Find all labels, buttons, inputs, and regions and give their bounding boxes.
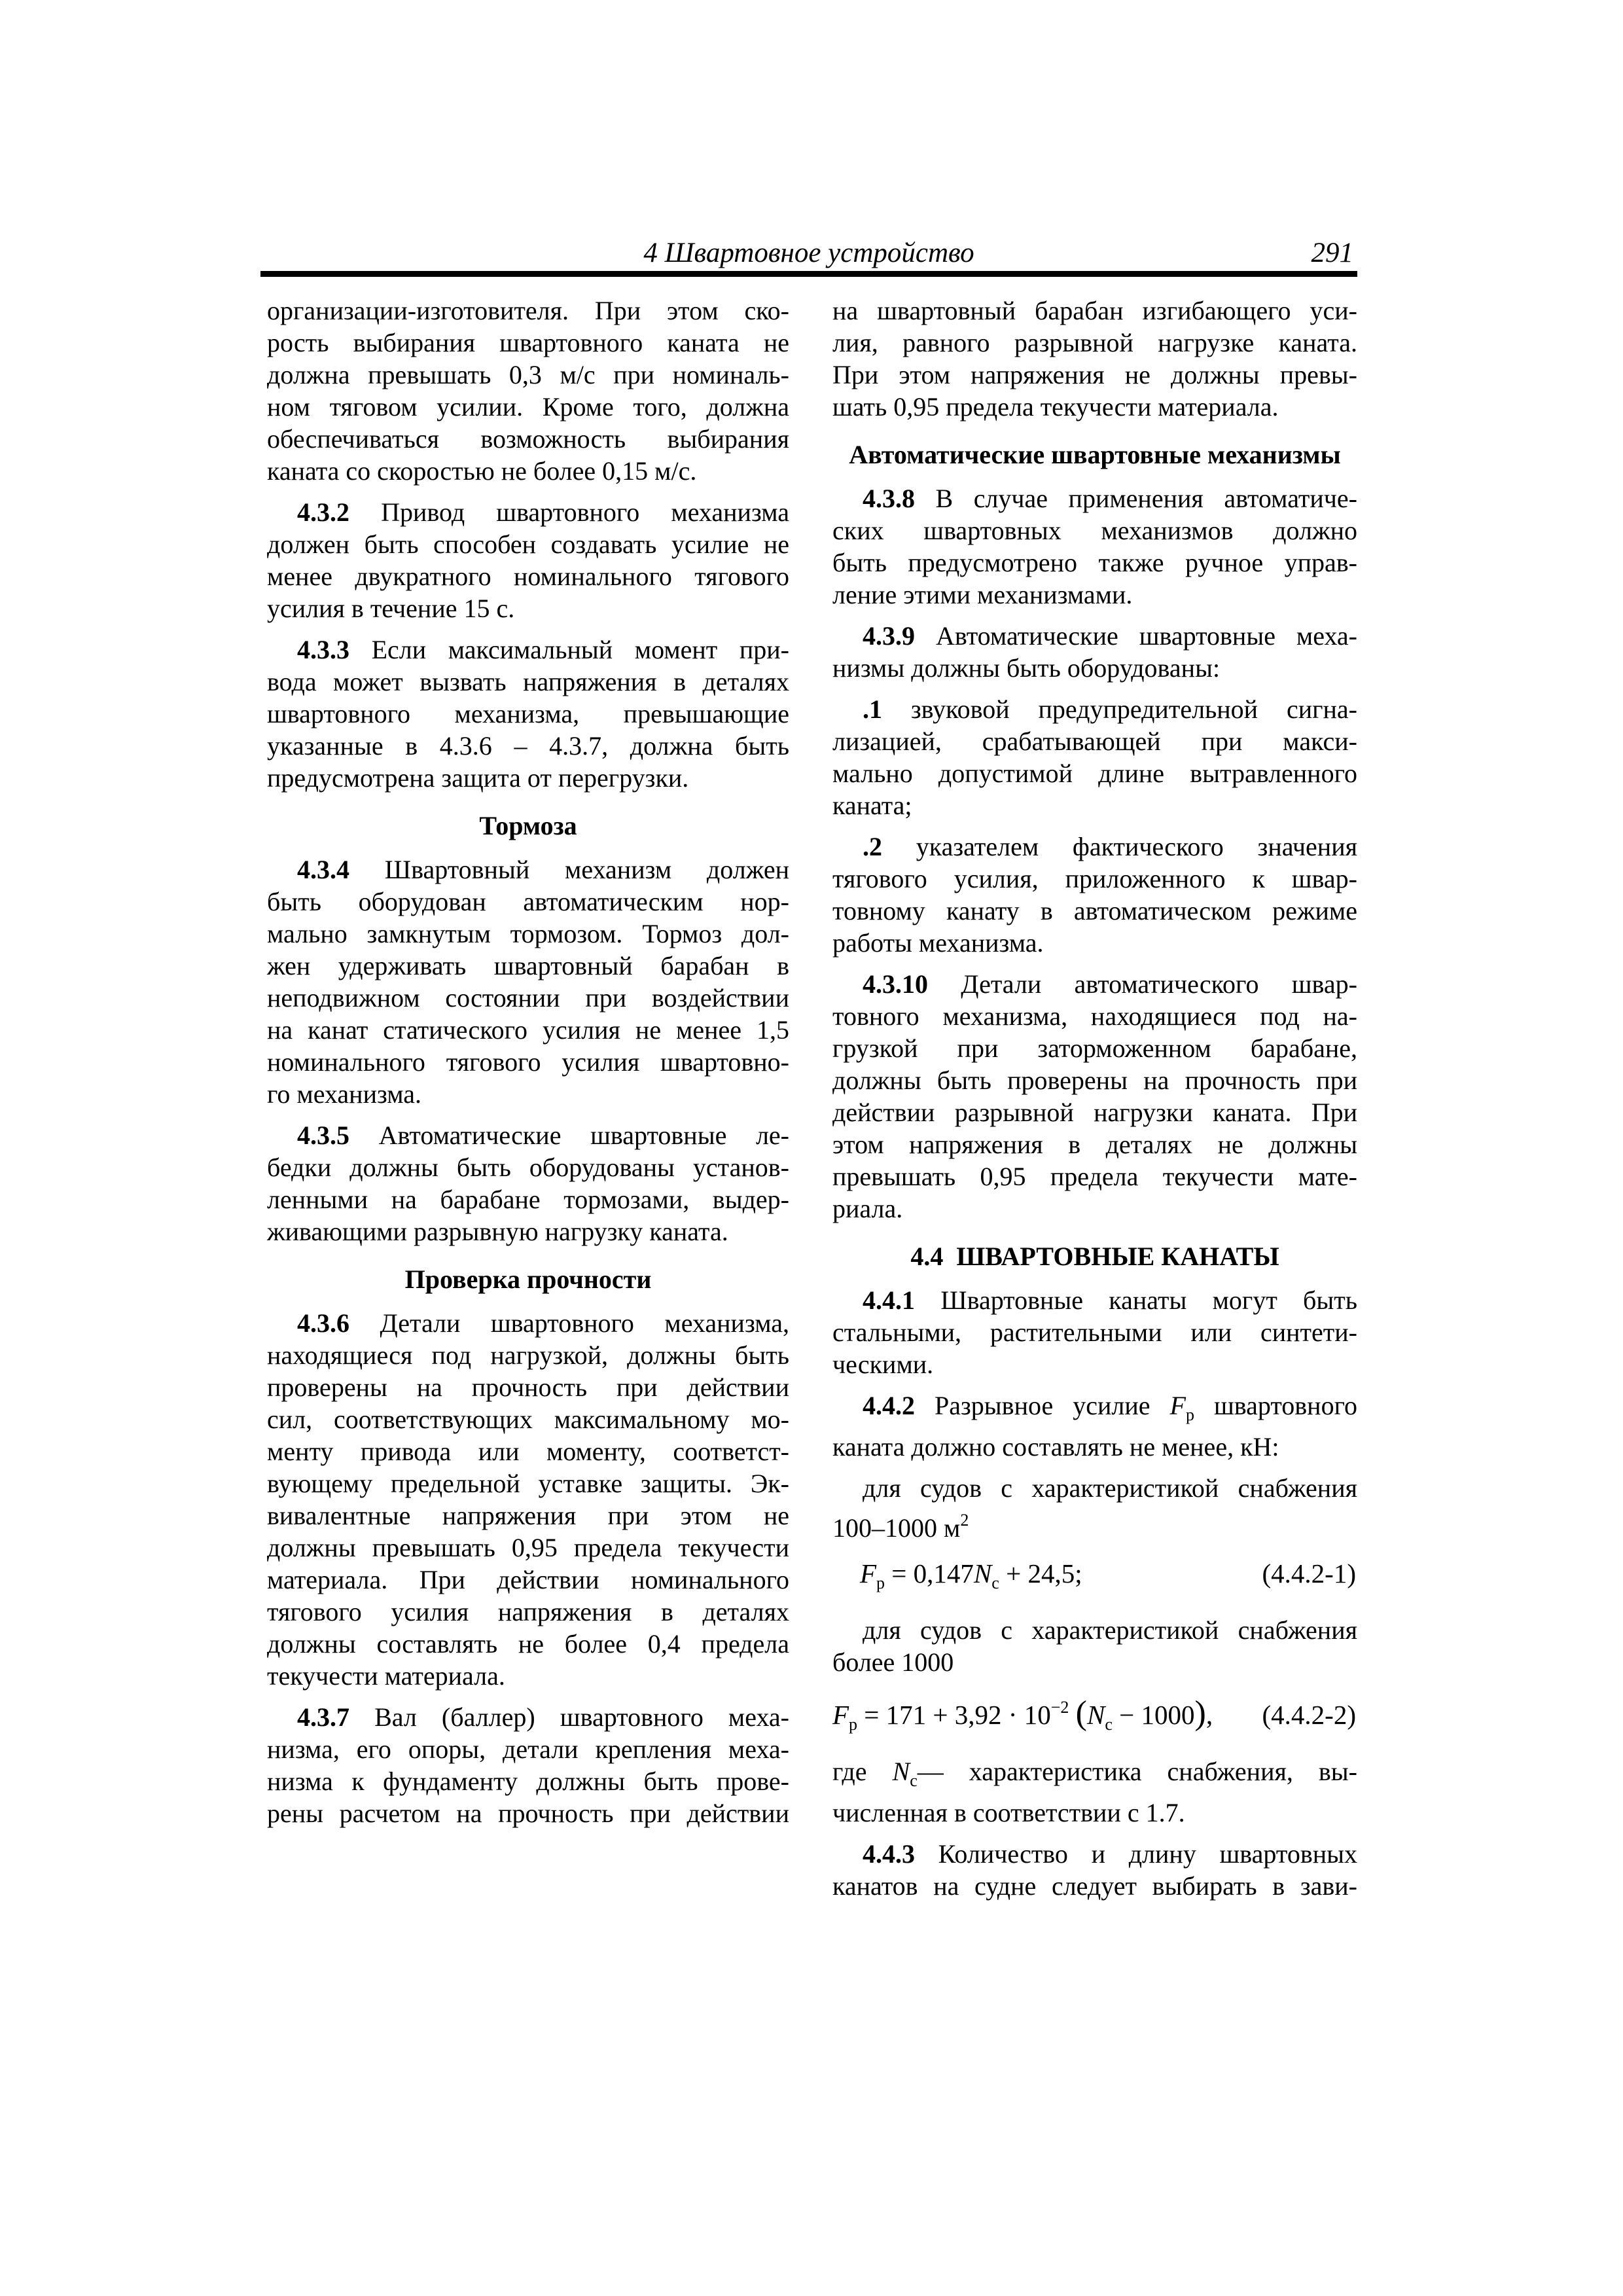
text-run: F	[860, 1558, 877, 1588]
text-run: превышать 0,95 предела текучести мате-	[832, 1162, 1357, 1191]
text-line	[832, 514, 1357, 547]
text-line	[267, 1014, 789, 1046]
text-run: вода может вызвать напряжения в деталях	[267, 667, 789, 696]
text-line	[267, 327, 789, 359]
equation-number: (4.4.2-1)	[1262, 1558, 1356, 1588]
text-line	[832, 1064, 1357, 1096]
text-run: организации-изготовителя. При этом ско-	[267, 296, 789, 325]
text-run: сил, соответствующих максимальному мо-	[267, 1405, 789, 1434]
text-run: с	[991, 1573, 999, 1592]
text-line	[267, 592, 789, 624]
text-run: должны быть проверены на прочность при	[832, 1066, 1357, 1095]
text-line	[832, 863, 1357, 895]
text-run: неподвижном состоянии при воздействии	[267, 983, 789, 1013]
text-run: лизацией, срабатывающей при макси-	[832, 726, 1357, 756]
text-run: 4.3.9	[863, 621, 915, 651]
text-run: 4.3.10	[863, 969, 928, 999]
text-run: ческими.	[832, 1350, 934, 1379]
text-line	[267, 853, 789, 886]
text-line	[267, 1660, 789, 1692]
text-run: — характеристика снабжения, вы-	[917, 1757, 1357, 1786]
text-run: быть оборудован автоматическим нор-	[267, 887, 789, 916]
text-run: лия, равного разрывной нагрузке каната.	[832, 328, 1357, 357]
text-run: 4.3.5	[297, 1121, 349, 1150]
text-run: шать 0,95 предела текучести материала.	[832, 392, 1279, 422]
paragraph	[832, 620, 1357, 684]
text-line	[832, 1096, 1357, 1128]
section-heading: Тормоза	[479, 811, 577, 840]
text-run: каната;	[832, 791, 912, 820]
text-run: низма к фундаменту должны быть прове-	[267, 1767, 789, 1796]
text-run: вующему предельной уставке защиты. Эк-	[267, 1469, 789, 1498]
text-run: 4.4.1	[863, 1285, 915, 1315]
text-run: −2	[1050, 1698, 1069, 1717]
text-run: должна превышать 0,3 м/с при номиналь-	[267, 360, 789, 389]
text-run: 4.3.4	[297, 855, 349, 884]
text-line	[832, 1193, 1357, 1225]
paragraph	[832, 1284, 1357, 1380]
left-column	[267, 295, 789, 1911]
text-run: усилия в течение 15 с.	[267, 594, 515, 623]
text-run: Количество и длину швартовных	[915, 1839, 1357, 1869]
text-line	[267, 1435, 789, 1467]
paragraph	[267, 634, 789, 794]
text-run: N	[973, 1558, 992, 1588]
text-run: 4.3.3	[297, 635, 349, 664]
text-line	[832, 1348, 1357, 1380]
text-run: − 1000	[1112, 1700, 1195, 1730]
text-line	[832, 1472, 1357, 1504]
text-line	[832, 789, 1357, 821]
equation-number: (4.4.2-2)	[1262, 1700, 1356, 1730]
text-line	[267, 1339, 789, 1371]
text-run: го механизма.	[267, 1079, 422, 1109]
text-run: При этом напряжения не должны превы-	[832, 360, 1357, 389]
text-line	[267, 634, 789, 666]
text-line	[832, 1646, 1357, 1678]
section-heading: Проверка прочности	[404, 1265, 652, 1294]
text-line	[267, 762, 789, 794]
text-run: 2	[960, 1511, 969, 1530]
text-line	[267, 496, 789, 528]
text-line	[832, 327, 1357, 359]
text-run: 4.3.2	[297, 497, 349, 527]
text-line	[267, 1596, 789, 1628]
page-number: 291	[1311, 238, 1353, 268]
formula-expression	[832, 1689, 1213, 1744]
text-run: 4.3.7	[297, 1702, 349, 1732]
text-run: Детали швартовного механизма,	[349, 1308, 789, 1338]
text-line	[267, 1403, 789, 1435]
text-run: для судов с характеристикой снабжения	[863, 1473, 1357, 1503]
text-line	[267, 1046, 789, 1078]
text-run: Разрывное усилие	[915, 1391, 1170, 1420]
text-line	[832, 391, 1357, 423]
text-run: каната со скоростью не более 0,15 м/с.	[267, 456, 697, 486]
paragraph	[832, 1838, 1357, 1902]
text-line	[267, 730, 789, 762]
paragraph	[832, 1472, 1357, 1544]
text-run: Если максимальный момент при-	[349, 635, 789, 664]
running-header	[262, 236, 1356, 271]
text-line	[267, 1765, 789, 1797]
text-line	[832, 1614, 1357, 1646]
text-run: мально допустимой длине вытравленного	[832, 759, 1357, 788]
paragraph	[267, 1307, 789, 1692]
text-line	[267, 391, 789, 423]
text-run: 4.4.2	[863, 1391, 915, 1420]
text-line	[832, 1000, 1357, 1032]
text-run: находящиеся под нагрузкой, должны быть	[267, 1340, 789, 1370]
text-line	[267, 1499, 789, 1532]
text-run: проверены на прочность при действии	[267, 1372, 789, 1402]
text-run: стальными, растительными или синтети-	[832, 1318, 1357, 1347]
text-line	[832, 295, 1357, 327]
text-line	[832, 1870, 1357, 1902]
text-run: указанные в 4.3.6 – 4.3.7, должна быть	[267, 731, 789, 761]
text-run: работы механизма.	[832, 928, 1044, 958]
text-line	[267, 455, 789, 487]
text-line	[832, 1431, 1357, 1463]
text-run: грузкой при заторможенном барабане,	[832, 1033, 1357, 1063]
text-run: ление этими механизмами.	[832, 580, 1133, 609]
text-run: 4.3.8	[863, 484, 915, 513]
text-run: Вал (баллер) швартовного меха-	[349, 1702, 789, 1732]
text-line	[267, 1151, 789, 1183]
text-run: этом напряжения в деталях не должны	[832, 1130, 1357, 1159]
text-run: на канат статического усилия не менее 1,5	[267, 1015, 789, 1045]
text-line	[832, 482, 1357, 514]
text-line	[267, 1215, 789, 1247]
text-line	[267, 1532, 789, 1564]
text-run: Швартовные канаты могут быть	[915, 1285, 1357, 1315]
text-run: должны превышать 0,95 предела текучести	[267, 1533, 789, 1562]
paragraph	[832, 831, 1357, 959]
text-run	[1069, 1700, 1075, 1730]
text-run: менту привода или моменту, соответст-	[267, 1437, 789, 1466]
paragraph	[832, 968, 1357, 1225]
text-run: указателем фактического значения	[882, 832, 1357, 861]
text-line	[832, 1390, 1357, 1431]
text-run: Автоматические швартовные меха-	[915, 621, 1357, 651]
text-run: F	[1169, 1391, 1186, 1420]
text-run: более 1000	[832, 1647, 954, 1677]
text-line	[267, 1564, 789, 1596]
text-run: жен удерживать швартовный барабан в	[267, 951, 789, 980]
paragraph	[832, 482, 1357, 611]
header-rule	[260, 271, 1357, 277]
text-run: В случае применения автоматиче-	[915, 484, 1357, 513]
text-run: )	[1194, 1695, 1206, 1732]
text-line	[267, 1467, 789, 1499]
text-line	[832, 579, 1357, 611]
text-line	[267, 1119, 789, 1151]
text-line	[832, 652, 1357, 684]
paragraph	[267, 1119, 789, 1247]
text-line	[832, 1797, 1357, 1829]
text-run: канатов на судне следует выбирать в зави-	[832, 1871, 1357, 1901]
text-run: вивалентные напряжения при этом не	[267, 1501, 789, 1530]
text-line	[832, 1838, 1357, 1870]
text-line	[832, 831, 1357, 863]
text-run: должен быть способен создавать усилие не	[267, 529, 789, 559]
paragraph	[832, 1614, 1357, 1678]
text-line	[267, 1371, 789, 1403]
section-heading: Автоматические швартовные механизмы	[849, 440, 1341, 469]
text-run: Привод швартовного механизма	[349, 497, 789, 527]
text-run: должны составлять не более 0,4 предела	[267, 1629, 789, 1659]
text-line	[832, 1504, 1357, 1544]
text-run: низмы должны быть оборудованы:	[832, 653, 1221, 683]
text-run: действии разрывной нагрузки каната. При	[832, 1098, 1357, 1127]
text-run: тягового усилия, приложенного к швар-	[832, 864, 1357, 893]
paragraph	[267, 295, 789, 487]
text-run: товного механизма, находящиеся под на-	[832, 1001, 1357, 1031]
text-columns	[267, 295, 1357, 1911]
paragraph	[267, 496, 789, 624]
paragraph	[832, 1755, 1357, 1829]
text-run: (	[1075, 1695, 1087, 1732]
text-line	[832, 757, 1357, 789]
text-run: F	[832, 1700, 849, 1730]
text-run: N	[892, 1757, 910, 1786]
text-run: швартовного	[1194, 1391, 1357, 1420]
paragraph	[832, 295, 1357, 423]
text-run: материала. При действии номинального	[267, 1565, 789, 1594]
text-run: быть предусмотрено также ручное управ-	[832, 548, 1357, 577]
text-run: Детали автоматического швар-	[928, 969, 1357, 999]
text-line	[832, 1032, 1357, 1064]
text-run: численная в соответствии с 1.7.	[832, 1798, 1185, 1827]
text-run: для судов с характеристикой снабжения	[863, 1615, 1357, 1645]
text-run: 100–1000 м	[832, 1513, 961, 1543]
text-line	[832, 895, 1357, 927]
text-run: живающими разрывную нагрузку каната.	[267, 1217, 728, 1246]
text-run: швартовного механизма, превышающие	[267, 699, 789, 728]
text-run: р	[849, 1715, 858, 1734]
paragraph	[267, 853, 789, 1110]
text-line	[267, 528, 789, 560]
text-line	[832, 725, 1357, 757]
formula	[832, 1554, 1357, 1602]
text-line	[832, 968, 1357, 1000]
text-run: номинального тягового усилия швартовно-	[267, 1047, 789, 1077]
text-run: ном тяговом усилии. Кроме того, должна	[267, 392, 789, 422]
text-run: Швартовный механизм должен	[349, 855, 789, 884]
text-line	[832, 359, 1357, 391]
text-line	[832, 620, 1357, 652]
text-line	[267, 295, 789, 327]
text-run: менее двукратного номинального тягового	[267, 562, 789, 591]
text-line	[832, 1284, 1357, 1316]
text-line	[832, 693, 1357, 725]
text-line	[267, 950, 789, 982]
text-line	[267, 359, 789, 391]
text-line	[267, 1701, 789, 1733]
text-run: ,	[1205, 1700, 1213, 1730]
text-run: предусмотрена защита от перегрузки.	[267, 763, 689, 793]
text-line	[832, 1755, 1357, 1797]
text-run: р	[1185, 1405, 1194, 1424]
text-run: + 24,5;	[999, 1558, 1082, 1588]
paragraph	[832, 693, 1357, 821]
text-run: мально замкнутым тормозом. Тормоз дол-	[267, 919, 789, 948]
paragraph	[267, 1701, 789, 1829]
text-run: ских швартовных механизмов должно	[832, 516, 1357, 545]
text-line	[267, 1078, 789, 1110]
text-line	[267, 982, 789, 1014]
text-line	[832, 1160, 1357, 1193]
text-run: товному канату в автоматическом режиме	[832, 896, 1357, 925]
text-run: р	[876, 1573, 885, 1592]
text-line	[267, 1307, 789, 1339]
text-run: ленными на барабане тормозами, выдер-	[267, 1185, 789, 1214]
text-line	[267, 1183, 789, 1215]
text-line	[267, 698, 789, 730]
text-run: бедки должны быть оборудованы установ-	[267, 1153, 789, 1182]
text-run: каната должно составлять не менее, кН:	[832, 1432, 1279, 1462]
text-run: рены расчетом на прочность при действии	[267, 1799, 789, 1828]
text-run: N	[1086, 1700, 1105, 1730]
text-line	[267, 666, 789, 698]
text-line	[267, 423, 789, 455]
text-run: звуковой предупредительной сигна-	[882, 694, 1357, 724]
text-line	[267, 918, 789, 950]
section-heading: 4.4 ШВАРТОВНЫЕ КАНАТЫ	[910, 1242, 1279, 1271]
text-run: риала.	[832, 1194, 903, 1223]
text-run: = 171 + 3,92 · 10	[857, 1700, 1051, 1730]
formula	[832, 1689, 1357, 1744]
text-run: 4.3.6	[297, 1308, 349, 1338]
text-line	[267, 560, 789, 592]
text-run: на швартовный барабан изгибающего уси-	[832, 296, 1357, 325]
paragraph	[832, 1390, 1357, 1463]
text-run: обеспечиваться возможность выбирания	[267, 424, 789, 454]
text-line	[267, 886, 789, 918]
text-run: с	[1105, 1715, 1113, 1734]
text-run: тягового усилия напряжения в деталях	[267, 1597, 789, 1626]
text-run: рость выбирания швартовного каната не	[267, 328, 789, 357]
text-run: Автоматические швартовные ле-	[349, 1121, 789, 1150]
text-run: .2	[863, 832, 882, 861]
text-line	[832, 547, 1357, 579]
text-line	[832, 927, 1357, 959]
text-run: низма, его опоры, детали крепления меха-	[267, 1734, 789, 1764]
text-run: .1	[863, 694, 882, 724]
text-run: где	[832, 1757, 893, 1786]
text-run: с	[910, 1771, 918, 1790]
text-run: 4.4.3	[863, 1839, 915, 1869]
text-line	[267, 1628, 789, 1660]
right-column	[832, 295, 1357, 1911]
page-title: 4 Швартовное устройство	[643, 238, 974, 268]
text-line	[267, 1797, 789, 1829]
text-line	[832, 1128, 1357, 1160]
text-line	[832, 1316, 1357, 1348]
text-run: текучести материала.	[267, 1661, 505, 1691]
formula-expression	[832, 1554, 1082, 1602]
text-run: = 0,147	[885, 1558, 974, 1588]
text-line	[267, 1733, 789, 1765]
